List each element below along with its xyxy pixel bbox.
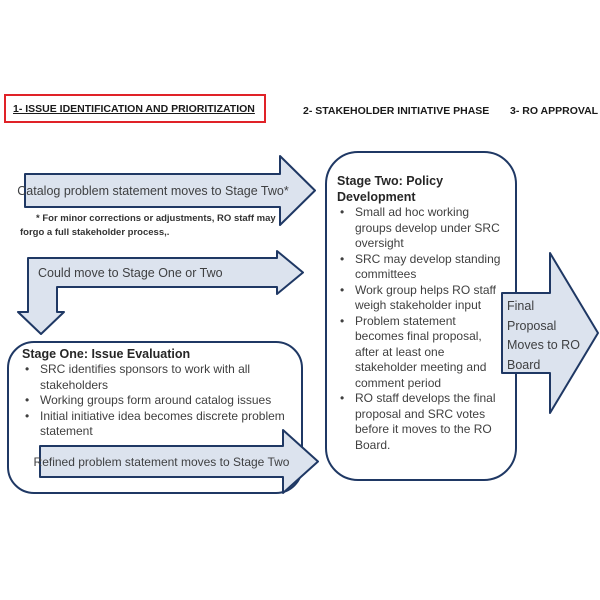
stage-one-title: Stage One: Issue Evaluation <box>22 347 191 361</box>
stage-one-bullet: • Initial initiative idea becomes discrete problem statement <box>22 409 290 440</box>
stage-two-bullet: • SRC may develop standing committees <box>337 252 509 283</box>
footnote-line-1: * For minor corrections or adjustments, RO staff may <box>36 213 276 224</box>
phase-3-header: 3- RO APPROVAL <box>510 105 599 117</box>
stage-two-bullet: • Work group helps RO staff weigh stakeholder input <box>337 283 509 314</box>
stage-one-bullet: • SRC identifies sponsors to work with all stakeholders <box>22 362 290 393</box>
could-move-arrow-label: Could move to Stage One or Two <box>38 266 223 280</box>
stage-two-bullet: • Small ad hoc working groups develop under SRC oversight <box>337 205 509 252</box>
phase-1-highlight-box <box>4 94 266 123</box>
stage-two-bullet: • RO staff develops the final proposal and SRC votes before it moves to the RO Board. <box>337 391 509 453</box>
stage-two-title: Stage Two: Policy Development <box>337 174 444 204</box>
refined-arrow-label: Refined problem statement moves to Stage Two <box>33 454 290 469</box>
footnote-line-2: forgo a full stakeholder process,. <box>20 227 170 238</box>
stage-two-panel <box>337 174 509 453</box>
phase-2-header: 2- STAKEHOLDER INITIATIVE PHASE <box>303 105 490 117</box>
stage-two-bullet: • Problem statement becomes final proposal, after at least one stakeholder meeting and comment period <box>337 314 509 392</box>
final-proposal-arrow-label: Final Proposal Moves to RO Board <box>507 299 580 372</box>
phase-1-header: 1- ISSUE IDENTIFICATION AND PRIORITIZATION <box>13 102 255 115</box>
stage-one-panel <box>22 346 290 440</box>
catalog-arrow-label: Catalog problem statement moves to Stage Two* <box>17 183 289 198</box>
stage-one-bullet: • Working groups form around catalog issues <box>22 393 290 409</box>
